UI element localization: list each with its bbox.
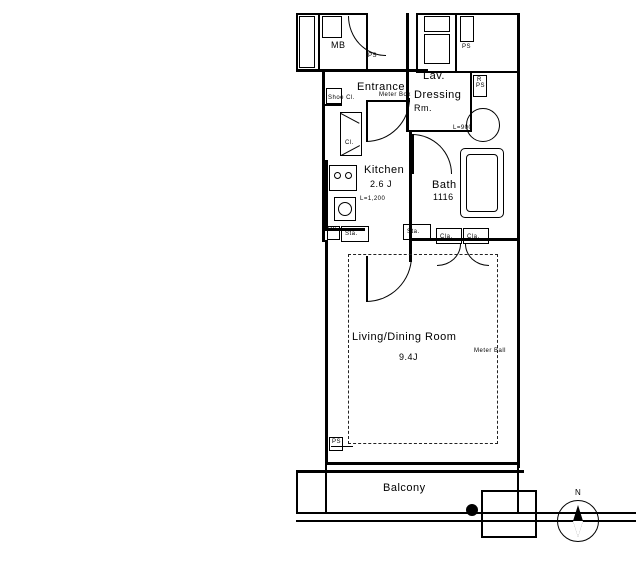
kitchen-left-wall (325, 160, 328, 230)
room-label-dressing-sub: Rm. (414, 103, 432, 113)
room-label-dressing: Dressing (414, 89, 462, 101)
annotation-cla-1: Cla. (440, 234, 453, 240)
room-label-bath-size: 1116 (433, 192, 454, 202)
bath-door-swing (412, 134, 452, 174)
shoe-closet-wall (324, 104, 342, 106)
annotation-closet-a: Cl. (345, 140, 354, 146)
north-indicator (557, 500, 599, 542)
annotation-cla-2: Cla. (467, 234, 480, 240)
room-label-entrance: Entrance (357, 81, 406, 93)
annotation-sta-1: Sta. (345, 231, 358, 237)
balcony-top-wall (296, 470, 524, 473)
annotation-ps-lower-left: PS (328, 227, 338, 233)
annotation-ps-right-dressing: PS (476, 83, 486, 89)
bath-door-leaf (412, 134, 414, 174)
entrance-door-swing (366, 98, 410, 142)
room-label-kitchen-area: 2.6 J (370, 179, 393, 189)
north-indicator-label: N (575, 488, 582, 497)
mb-upper-panel (322, 16, 342, 38)
room-label-mb: MB (331, 40, 346, 50)
annotation-ps-bottom-left: PS (332, 439, 342, 445)
ldr-door-leaf (366, 256, 368, 302)
room-label-living-dining-area: 9.4J (399, 352, 419, 362)
annotation-shoe-closet: Shoe Cl. (328, 95, 356, 101)
lav-fixture-top (424, 16, 450, 32)
bathtub-inner (466, 154, 498, 212)
lav-fixture-body (424, 34, 450, 64)
annotation-dim-kitchen: L=1,200 (360, 196, 386, 202)
ldr-bottom-wall (325, 462, 520, 465)
entrance-door-hinge (366, 100, 368, 142)
annotation-ps-upper-left: PS (368, 53, 378, 59)
kitchen-stove (329, 165, 357, 191)
annotation-meter-ball: Meter Ball (474, 348, 507, 354)
annotation-meter-box: Meter Box (379, 92, 411, 98)
mb-divider (318, 13, 320, 71)
annotation-ps-upper-right: PS (462, 44, 472, 50)
ldr-left-wall (325, 240, 328, 465)
ldr-tick-left (331, 446, 353, 447)
room-label-lavatory: Lav. (423, 70, 445, 82)
balcony-left-wall (296, 470, 298, 514)
entrance-door-leaf (366, 100, 410, 102)
room-label-balcony: Balcony (383, 482, 426, 494)
annotation-sta-2: Sta. (407, 229, 420, 235)
stove-burner-1 (334, 172, 341, 179)
balcony-drain (466, 504, 478, 516)
lav-divider (455, 13, 457, 73)
lav-right-panel (460, 16, 474, 42)
balcony-tick-left (326, 490, 327, 514)
stove-burner-2 (345, 172, 352, 179)
annotation-r-mark: R (477, 77, 482, 83)
balcony-utility-box (481, 490, 537, 538)
room-label-bath: Bath (432, 179, 457, 191)
room-label-living-dining: Living/Dining Room (352, 331, 457, 343)
room-label-kitchen: Kitchen (364, 164, 405, 176)
upper-inner-wall (406, 13, 409, 73)
kitchen-sink-basin (338, 202, 352, 216)
annotation-dim-dressing: L=900 (453, 125, 473, 131)
mb-door-leaf (366, 14, 368, 56)
mb-left-panel (299, 16, 315, 68)
